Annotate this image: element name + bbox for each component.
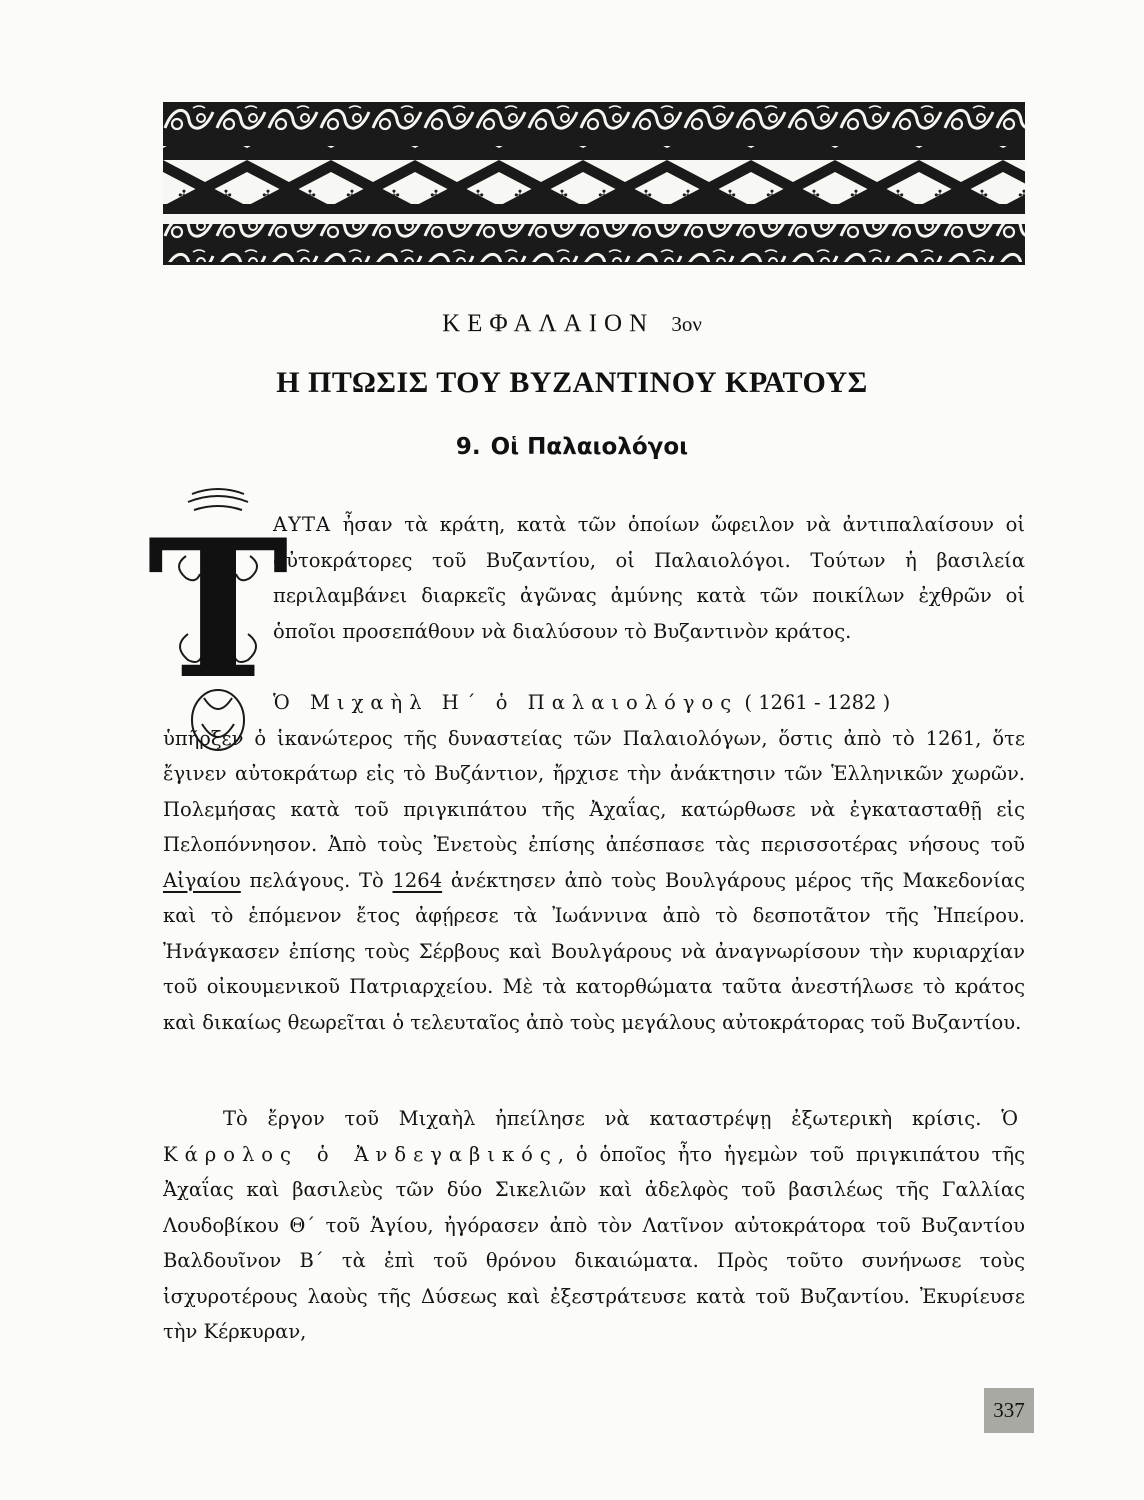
ornamental-header-band — [163, 102, 1025, 267]
chapter-heading — [0, 310, 1144, 338]
paragraph-michael — [163, 685, 1025, 1040]
emperor-name: Ὁ Μιχαὴλ Η΄ ὁ Παλαιολόγος — [273, 691, 739, 714]
chapter-label: ΚΕΦΑΛΑΙΟΝ — [442, 310, 655, 337]
underlined-year: 1264 — [392, 868, 443, 892]
charles-name: Ὁ Κάρολος ὁ Ἀνδεγαβικός — [163, 1107, 1025, 1166]
paragraph3-text-a: Τὸ ἔργον τοῦ Μιχαὴλ ἠπείλησε νὰ καταστρέψῃ ἐξωτερικὴ κρίσις. — [223, 1107, 1002, 1130]
section-number: 9. — [455, 434, 481, 460]
dropcap-letter: Τ — [147, 498, 289, 721]
opening-word: ΑΥΤΑ — [273, 513, 332, 536]
underlined-aegean: Αἰγαίου — [163, 868, 241, 892]
paragraph3-text-b: , ὁ ὁποῖος ἦτο ἡγεμὼν τοῦ πριγκιπάτου τῆς Ἀχαΐας καὶ βασιλεὺς τῶν δύο Σικελιῶν καὶ ἀδελφὸς τοῦ βασιλέως τῆς Γαλλίας Λουδοβίκου Θ΄ τοῦ Ἁγίου, ἠγόρασεν ἀπὸ τὸν Λατῖνον αὐτοκράτορα τοῦ Βυζαντίου Βαλδουῖνον Β΄ τὰ ἐπὶ τοῦ θρόνου δικαιώματα. Πρὸς τοῦτο συνήνωσε τοὺς ἰσχυροτέρους λαοὺς τῆς Δύσεως καὶ ἐξεστράτευσε κατὰ τοῦ Βυζαντίου. Ἐκυρίευσε τὴν Κέρκυραν, — [163, 1142, 1026, 1343]
michael-heading-line — [163, 685, 1025, 721]
chapter-title: Η ΠΤΩΣΙΣ ΤΟΥ ΒΥΖΑΝΤΙΝΟΥ ΚΡΑΤΟΥΣ — [276, 366, 868, 399]
paragraph-text-c: ἀνέκτησεν ἀπὸ τοὺς Βουλγάρους μέρος τῆς Μακεδονίας καὶ τὸ ἑπόμενον ἔτος ἀφῄρεσε τὰ Ἰωάννινα ἀπὸ τὸ δεσποτᾶτον τῆς Ἠπείρου. Ἠνάγκασεν ἐπίσης τοὺς Σέρβους καὶ Βουλγάρους νὰ ἀναγνωρίσουν τὴν κυριαρχίαν τοῦ οἰκουμενικοῦ Πατριαρχείου. Μὲ τὰ κατορθώματα ταῦτα ἀνεστήλωσε τὸ κράτος καὶ δικαίως θεωρεῖται ὁ τελευταῖος ἀπὸ τοὺς μεγάλους αὐτοκράτορας τοῦ Βυζαντίου. — [163, 868, 1026, 1034]
paragraph-text-a: ὑπῆρξεν ὁ ἱκανώτερος τῆς δυναστείας τῶν Παλαιολόγων, ὅστις ἀπὸ τὸ 1261, ὅτε ἔγινεν αὐτοκράτωρ εἰς τὸ Βυζάντιον, ἤρχισε τὴν ἀνάκτησιν τῶν Ἑλληνικῶν χωρῶν. Πολεμήσας κατὰ τοῦ πριγκιπάτου τῆς Ἀχαΐας, κατώρθωσε νὰ ἐγκατασταθῇ εἰς Πελοπόννησον. Ἀπὸ τοὺς Ἐνετοὺς ἐπίσης ἀπέσπασε τὰς περισσοτέρας νήσους τοῦ — [163, 726, 1025, 856]
opening-paragraph — [163, 507, 1025, 649]
chapter-ordinal: 3ον — [671, 312, 702, 336]
paragraph-text-b: πελάγους. Τὸ — [240, 868, 393, 892]
reign-years: ( 1261 - 1282 ) — [744, 691, 891, 714]
section-title: Οἱ Παλαιολόγοι — [490, 434, 689, 460]
opening-text: ἦσαν τὰ κράτη, κατὰ τῶν ὁποίων ὤφειλον νὰ ἀντιπαλαίσουν οἱ αὐτοκράτορες τοῦ Βυζαντίου, οἱ Παλαιολόγοι. Τούτων ἡ βασιλεία περιλαμβάνει διαρκεῖς ἀγῶνας ἀμύνης κατὰ τῶν ποικίλων ἐχθρῶν οἱ ὁποῖοι προσεπάθουν νὰ διαλύσουν τὸ Βυζαντινὸν κράτος. — [273, 513, 1025, 643]
page-number: 337 — [984, 1388, 1034, 1433]
paragraph-charles — [163, 1101, 1025, 1350]
section-heading — [0, 434, 1144, 460]
